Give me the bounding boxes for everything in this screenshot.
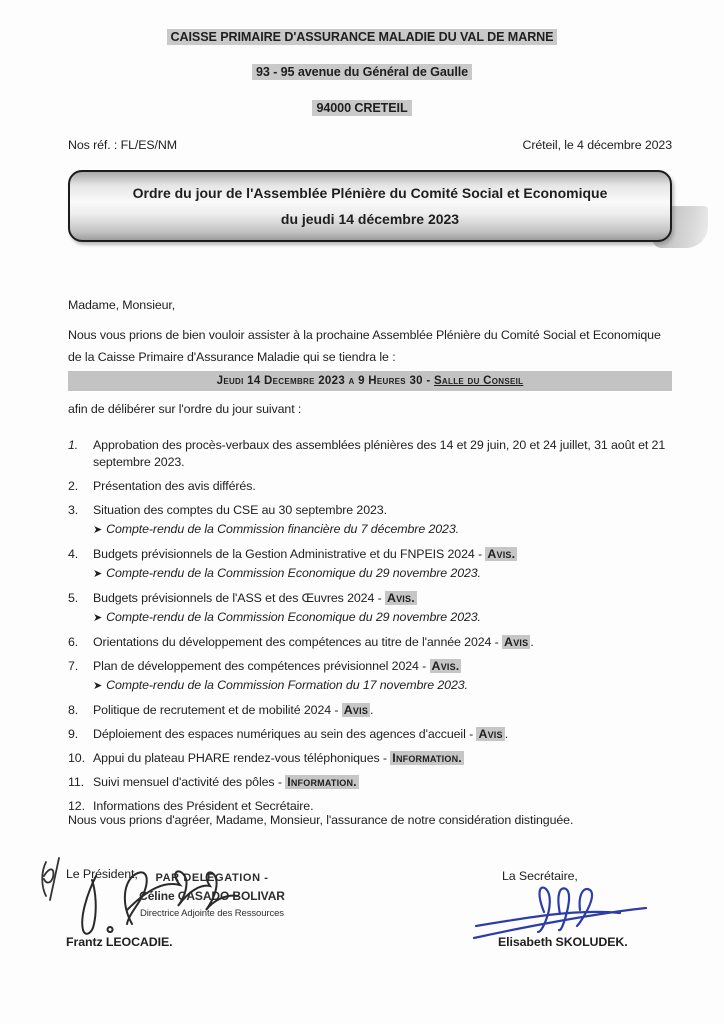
agenda-list: [68, 437, 676, 822]
secretary-name: Elisabeth SKOLUDEK.: [498, 935, 628, 949]
agenda-subitem-text: Compte-rendu de la Commission Formation du 17 novembre 2023.: [106, 678, 468, 692]
agenda-subitem: [93, 521, 676, 539]
agenda-item: [68, 774, 676, 791]
status-badge: Avis.: [431, 659, 460, 673]
status-badge: Avis: [504, 635, 529, 649]
status-badge: Information.: [287, 775, 357, 789]
secretary-signature: [468, 880, 658, 942]
stamp-delegate-name: Céline CASADO BOLIVAR: [139, 888, 285, 903]
agenda-item-number: 2.: [68, 479, 79, 493]
place-date: Créteil, le 4 décembre 2023: [522, 138, 672, 152]
stamp-delegate-title: Directrice Adjointe des Ressources: [140, 908, 284, 920]
salutation: Madame, Monsieur,: [68, 298, 176, 312]
agenda-item-number: 10.: [68, 751, 85, 765]
status-badge: Avis.: [386, 591, 415, 605]
agenda-subitem: [93, 565, 676, 583]
agenda-item-text: Budgets prévisionnels de l'ASS et des Œuvres 2024 -: [93, 591, 385, 605]
status-badge: Information.: [392, 751, 462, 765]
org-name: CAISSE PRIMAIRE D'ASSURANCE MALADIE DU VAL DE MARNE: [167, 29, 558, 45]
document-title-box: [68, 170, 672, 242]
agenda-item-number: 8.: [68, 703, 79, 717]
president-role-label: Le Président,: [66, 867, 138, 881]
agenda-item-text: Orientations du développement des compétences au titre de l'année 2024 -: [93, 635, 503, 649]
arrow-bullet-icon: ➤: [93, 568, 103, 580]
agenda-item-text: Suivi mensuel d'activité des pôles -: [93, 775, 286, 789]
reference-row: [68, 137, 672, 155]
agenda-item: [68, 726, 676, 743]
agenda-lead: afin de délibérer sur l'ordre du jour suivant :: [68, 402, 302, 416]
agenda-item-text: Politique de recrutement et de mobilité 2024 -: [93, 703, 342, 717]
agenda-item: [68, 750, 676, 767]
org-address-city: 94000 CRETEIL: [312, 100, 411, 116]
agenda-subitem-text: Compte-rendu de la Commission financière du 7 décembre 2023.: [106, 522, 459, 536]
agenda-item-text: Informations des Président et Secrétaire.: [93, 799, 314, 813]
agenda-subitem: [93, 609, 676, 627]
agenda-subitem: [93, 677, 676, 695]
status-badge: Avis: [478, 727, 503, 741]
reference-number: Nos réf. : FL/ES/NM: [68, 138, 177, 152]
document-title-line2: du jeudi 14 décembre 2023: [280, 211, 460, 227]
arrow-bullet-icon: ➤: [93, 680, 103, 692]
agenda-item-number: 7.: [68, 659, 79, 673]
closing-paragraph: Nous vous prions d'agréer, Madame, Monsieur, l'assurance de notre considération distinguée.: [68, 813, 574, 827]
secretary-role-label: La Secrétaire,: [502, 869, 578, 883]
agenda-item-text: Approbation des procès-verbaux des assemblées plénières des 14 et 29 juin, 20 et 24 juillet, 31 août et 21 septembre 2023.: [93, 438, 666, 469]
letterhead: [0, 28, 724, 134]
status-badge: Avis.: [487, 547, 516, 561]
agenda-item: [68, 546, 676, 583]
agenda-item-punctuation: .: [504, 727, 509, 741]
arrow-bullet-icon: ➤: [93, 612, 103, 624]
agenda-item-number: 3.: [68, 503, 79, 517]
org-address-street: 93 - 95 avenue du Général de Gaulle: [252, 64, 472, 80]
president-name: Frantz LEOCADIE.: [66, 935, 173, 949]
agenda-item-number: 11.: [68, 775, 85, 789]
agenda-item: [68, 437, 676, 471]
meeting-location: Salle du Conseil: [433, 375, 524, 387]
agenda-item: [68, 634, 676, 651]
agenda-item-text: Situation des comptes du CSE au 30 septembre 2023.: [93, 503, 387, 517]
president-signature: [52, 862, 262, 942]
agenda-item-number: 12.: [68, 799, 85, 813]
agenda-item-number: 1.: [68, 438, 79, 452]
stamp-delegation-line: PAR DELEGATION -: [155, 872, 269, 884]
agenda-item: [68, 702, 676, 719]
agenda-item-number: 4.: [68, 547, 79, 561]
agenda-item-number: 5.: [68, 591, 79, 605]
agenda-item-punctuation: .: [370, 703, 374, 717]
intro-paragraph: Nous vous prions de bien vouloir assister à la prochaine Assemblée Plénière du Comité Social et Economique de la Caisse Primaire d'Assurance Maladie qui se tiendra le :: [68, 328, 661, 364]
agenda-item-number: 6.: [68, 635, 79, 649]
status-badge: Avis: [343, 703, 369, 717]
agenda-item-number: 9.: [68, 727, 79, 741]
meeting-datetime: Jeudi 14 Decembre 2023 a 9 Heures 30 -: [216, 375, 434, 387]
document-title-line1: Ordre du jour de l'Assemblée Plénière du Comité Social et Economique: [132, 184, 608, 201]
meeting-banner: [68, 371, 672, 391]
agenda-item-punctuation: .: [530, 635, 534, 649]
agenda-item-text: Déploiement des espaces numériques au sein des agences d'accueil -: [93, 727, 477, 741]
agenda-item: [68, 478, 676, 495]
agenda-item: [68, 590, 676, 627]
agenda-subitem-text: Compte-rendu de la Commission Economique du 29 novembre 2023.: [106, 610, 481, 624]
agenda-item-text: Plan de développement des compétences prévisionnel 2024 -: [93, 659, 430, 673]
agenda-item-text: Présentation des avis différés.: [93, 479, 256, 493]
agenda-item: [68, 502, 676, 539]
agenda-item-text: Appui du plateau PHARE rendez-vous téléphoniques -: [93, 751, 391, 765]
arrow-bullet-icon: ➤: [93, 524, 103, 536]
agenda-subitem-text: Compte-rendu de la Commission Economique du 29 novembre 2023.: [106, 566, 481, 580]
agenda-item: [68, 658, 676, 695]
agenda-item-text: Budgets prévisionnels de la Gestion Administrative et du FNPEIS 2024 -: [93, 547, 486, 561]
